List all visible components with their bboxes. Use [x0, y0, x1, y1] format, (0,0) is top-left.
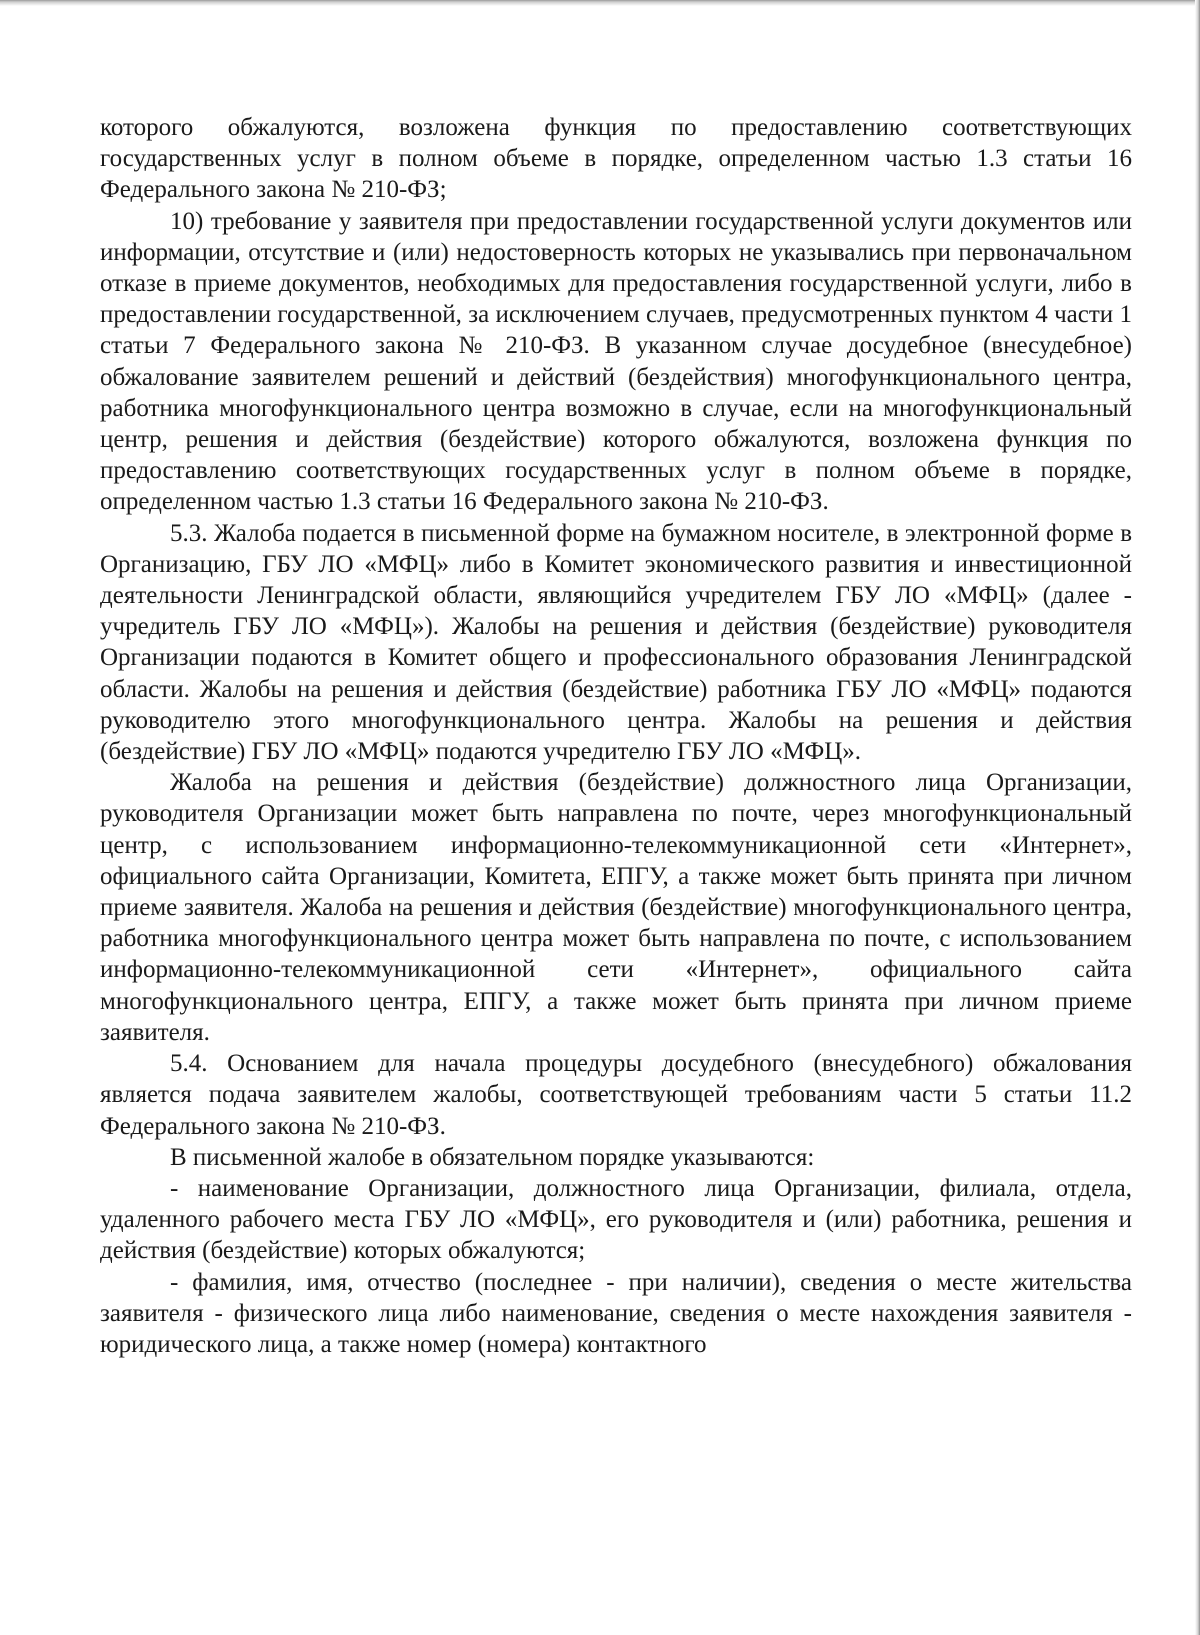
- paragraph-continuation: которого обжалуются, возложена функция по предоставлению соответствующих государственных услуг в полном объеме в порядке, определенном частью 1.3 статьи 16 Федерального закона № 210-ФЗ;: [100, 114, 1132, 204]
- paragraph-5-4: 5.4. Основанием для начала процедуры досудебного (внесудебного) обжалования является подача заявителем жалобы, соответствующей требованиям части 5 статьи 11.2 Федерального закона № 210-ФЗ.: [100, 1050, 1132, 1140]
- scan-edge-right: [1195, 0, 1200, 1635]
- paragraph-item-10: 10) требование у заявителя при предоставлении государственной услуги документов или информации, отсутствие и (или) недостоверность которых не указывались при первоначальном отказе в приеме документов, необходимых для предоставления государственной услуги, либо в предоставлении государственной, за исключением случаев, предусмотренных пунктом 4 части 1 статьи 7 Федерального закона № 210-ФЗ. В указанном случае досудебное (внесудебное) обжалование заявителем решений и действий (бездействия) многофункционального центра, работника многофункционального центра возможно в случае, если на многофункциональный центр, решения и действия (бездействие) которого обжалуются, возложена функция по предоставлению соответствующих государственных услуг в полном объеме в порядке, определенном частью 1.3 статьи 16 Федерального закона № 210-ФЗ.: [100, 207, 1132, 516]
- paragraph-complaint-channels: Жалоба на решения и действия (бездействие) должностного лица Организации, руководителя Организации может быть направлена по почте, через многофункциональный центр, с использованием информационно-телекоммуникационной сети «Интернет», официального сайта Организации, Комитета, ЕПГУ, а также может быть принята при личном приеме заявителя. Жалоба на решения и действия (бездействие) многофункционального центра, работника многофункционального центра может быть направлена по почте, с использованием информационно-телекоммуникационной сети «Интернет», официального сайта многофункционального центра, ЕПГУ, а также может быть принята при личном приеме заявителя.: [100, 769, 1132, 1046]
- scan-edge-top: [0, 0, 1200, 6]
- list-item-organization-name: - наименование Организации, должностного лица Организации, филиала, отдела, удаленного рабочего места ГБУ ЛО «МФЦ», его руководителя и (или) работника, решения и действия (бездействие) которых обжалуются;: [100, 1174, 1132, 1265]
- paragraph-required-items-intro: В письменной жалобе в обязательном порядке указываются:: [170, 1143, 815, 1171]
- paragraph-5-3: 5.3. Жалоба подается в письменной форме на бумажном носителе, в электронной форме в Организацию, ГБУ ЛО «МФЦ» либо в Комитет экономического развития и инвестиционной деятельности Ленинградской области, являющийся учредителем ГБУ ЛО «МФЦ» (далее - учредитель ГБУ ЛО «МФЦ»). Жалобы на решения и действия (бездействие) руководителя Организации подаются в Комитет общего и профессионального образования Ленинградской области. Жалобы на решения и действия (бездействие) работника ГБУ ЛО «МФЦ» подаются руководителю этого многофункционального центра. Жалобы на решения и действия (бездействие) ГБУ ЛО «МФЦ» подаются учредителю ГБУ ЛО «МФЦ».: [100, 519, 1132, 766]
- document-body: [100, 112, 1132, 1360]
- list-item-applicant-details: - фамилия, имя, отчество (последнее - при наличии), сведения о месте жительства заявителя - физического лица либо наименование, сведения о месте нахождения заявителя - юридического лица, а также номер (номера) контактного: [100, 1268, 1132, 1358]
